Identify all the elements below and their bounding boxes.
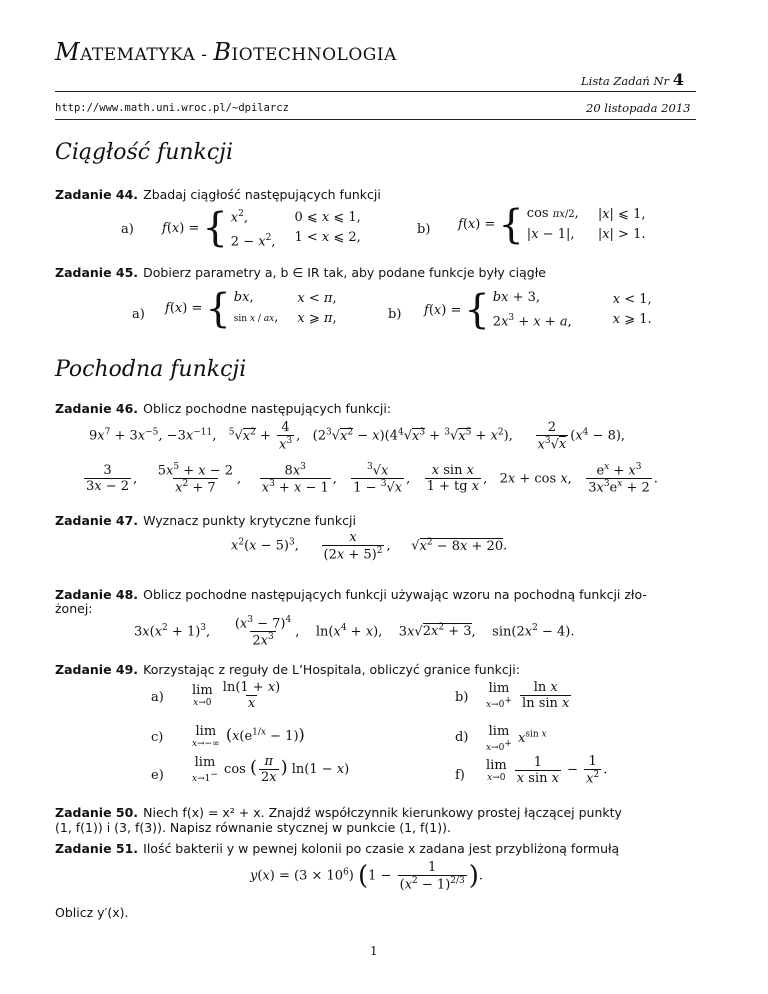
list-label: [581, 70, 684, 89]
item-letter-d: d): [455, 730, 469, 745]
header-title: [55, 38, 397, 66]
formula-46-row1: $9x^7 + 3x^{-5}$, $-3x^{-11}$, $^5√x^2$ + $\frac{4}{x^3}$ , $(2^3√x^2 - x)(4^4√x^3 + ^3√x^5 + x^2)$, $\frac{2}{x^3√x}$ $(x^4 - 8)$,: [89, 420, 626, 453]
item-letter-a: a): [121, 222, 134, 237]
formula-48: $3x(x^2 + 1)^3$, $\frac{(x^3 - 7)^4}{2x^3}$ , $\ln(x^4 + x)$, $3x√2x^2 + 3$, $\sin(2x^2 - 4)$.: [134, 615, 575, 649]
task-label: Zadanie 48.: [55, 587, 139, 602]
task-label: Zadanie 47.: [55, 513, 139, 528]
task-text-cont: (1, f(1)) i (3, f(3)). Napisz równanie stycznej w punkcie (1, f(1)).: [55, 820, 451, 835]
task-49: [55, 659, 520, 678]
formula-51: $y(x) = (3 \times 10^6)$ (1 − $\frac{1}{(x^2 - 1)^{2/3}}$ ).: [250, 860, 484, 893]
section-title-continuity: Ciągłość funkcji: [55, 140, 234, 165]
task-label: Zadanie 51.: [55, 841, 139, 856]
task-text: Korzystając z reguły de L’Hospitala, obliczyć granice funkcji:: [143, 662, 520, 677]
title-word-biotechnologia: IOTECHNOLOGIA: [231, 45, 397, 65]
item-letter-a: a): [151, 690, 164, 705]
header-url[interactable]: http://www.math.uni.wroc.pl/~dpilarcz: [55, 102, 289, 114]
limit-49d: lim x→0+ $x^{sin x}$: [486, 724, 547, 753]
task-48: [55, 584, 647, 603]
header-date: 20 listopada 2013: [586, 101, 691, 115]
item-letter-f: f): [455, 768, 465, 783]
task-label: Zadanie 44.: [55, 187, 139, 202]
task-label: Zadanie 45.: [55, 265, 139, 280]
task-text: Oblicz pochodne następujących funkcji:: [143, 401, 392, 416]
task-text: Oblicz pochodne następujących funkcji używając wzoru na pochodną funkcji zło-: [143, 587, 647, 602]
limit-49b: lim x→0+ $\frac{\text{ln x}}{\text{ln sin x}}$: [486, 680, 570, 711]
item-letter-c: c): [151, 730, 164, 745]
limit-49f: lim x→0 $\frac{1}{\text{x sin x}}$ − $\frac{1}{x^2}$ .: [486, 754, 608, 787]
task-text-cont: żonej:: [55, 601, 93, 616]
list-text: Lista Zadań Nr: [581, 74, 670, 88]
task-text-cont: Oblicz y′(x).: [55, 905, 129, 920]
header-rule-top: [55, 91, 696, 92]
item-letter-a: a): [132, 307, 145, 322]
task-50: [55, 802, 696, 821]
title-word-matematyka: ATEMATYKA: [80, 45, 196, 65]
limit-49e: lim x→1− cos ( $\frac{\pi}{2x}$ ) ln(1 − x): [192, 754, 350, 785]
title-initial-b: B: [213, 38, 232, 66]
task-label: Zadanie 46.: [55, 401, 139, 416]
item-letter-b: b): [388, 307, 402, 322]
task-text: Dobierz parametry a, b ∈ IR tak, aby podane funkcje były ciągłe: [143, 265, 546, 280]
section-title-derivative: Pochodna funkcji: [55, 357, 247, 382]
formula-45b: f(x) = { bx + 3, $2x^3 + x + a$, x < 1, x ⩾ 1.: [424, 287, 652, 334]
title-separator: -: [201, 45, 208, 65]
task-text: Wyznacz punkty krytyczne funkcji: [143, 513, 356, 528]
task-text: Zbadaj ciągłość następujących funkcji: [143, 187, 381, 202]
task-45: [55, 262, 546, 281]
header-rule-bottom: [55, 119, 696, 120]
formula-44a: f(x) = { $x^2$, $2 - x^2$, 0 ⩽ x ⩽ 1, 1 < x ⩽ 2,: [162, 205, 361, 252]
list-number: 4: [672, 70, 684, 89]
limit-49a: lim x→0 $\frac{\ln(1 + x)}{x}$: [192, 680, 281, 711]
formula-44b: f(x) = { cos πx/2, |x − 1|, |x| ⩽ 1, |x| > 1.: [458, 201, 646, 248]
task-label: Zadanie 49.: [55, 662, 139, 677]
limit-49c: lim x→−∞ $(x(e^{1/x} - 1))$: [192, 724, 305, 749]
formula-45a: f(x) = { bx, sin x / ax, x < π, x ⩾ π,: [165, 285, 337, 332]
formula-47: $x^2(x - 5)^3$, $\frac{x}{(2x + 5)^2}$ , $√x^2 - 8x + 20$.: [231, 530, 508, 563]
formula-46-row2: $\frac{3}{3x - 2}$ , $\frac{5x^5 + x - 2}{x^2 + 7}$ , $\frac{8x^3}{x^3 + x - 1}$ , $\frac{^3√x}{1 - ^3√x}$ , $\frac{\text{x sin x}}{\text{1 + tg x}}$ , 2x + cos x, $\frac{e^x + x^3}{3x^3e^x + 2}$ .: [86, 462, 658, 496]
page-number: 1: [370, 944, 378, 958]
item-letter-e: e): [151, 768, 164, 783]
task-51: [55, 838, 619, 857]
task-47: [55, 510, 356, 529]
title-initial-m: M: [55, 38, 81, 66]
task-label: Zadanie 50.: [55, 805, 139, 820]
task-text: Niech f(x) = x² + x. Znajdź współczynnik kierunkowy prostej łączącej punkty: [143, 805, 622, 820]
item-letter-b: b): [417, 222, 431, 237]
task-46: [55, 398, 391, 417]
item-letter-b: b): [455, 690, 469, 705]
task-44: [55, 184, 381, 203]
task-text: Ilość bakterii y w pewnej kolonii po czasie x zadana jest przybliżoną formułą: [143, 841, 620, 856]
